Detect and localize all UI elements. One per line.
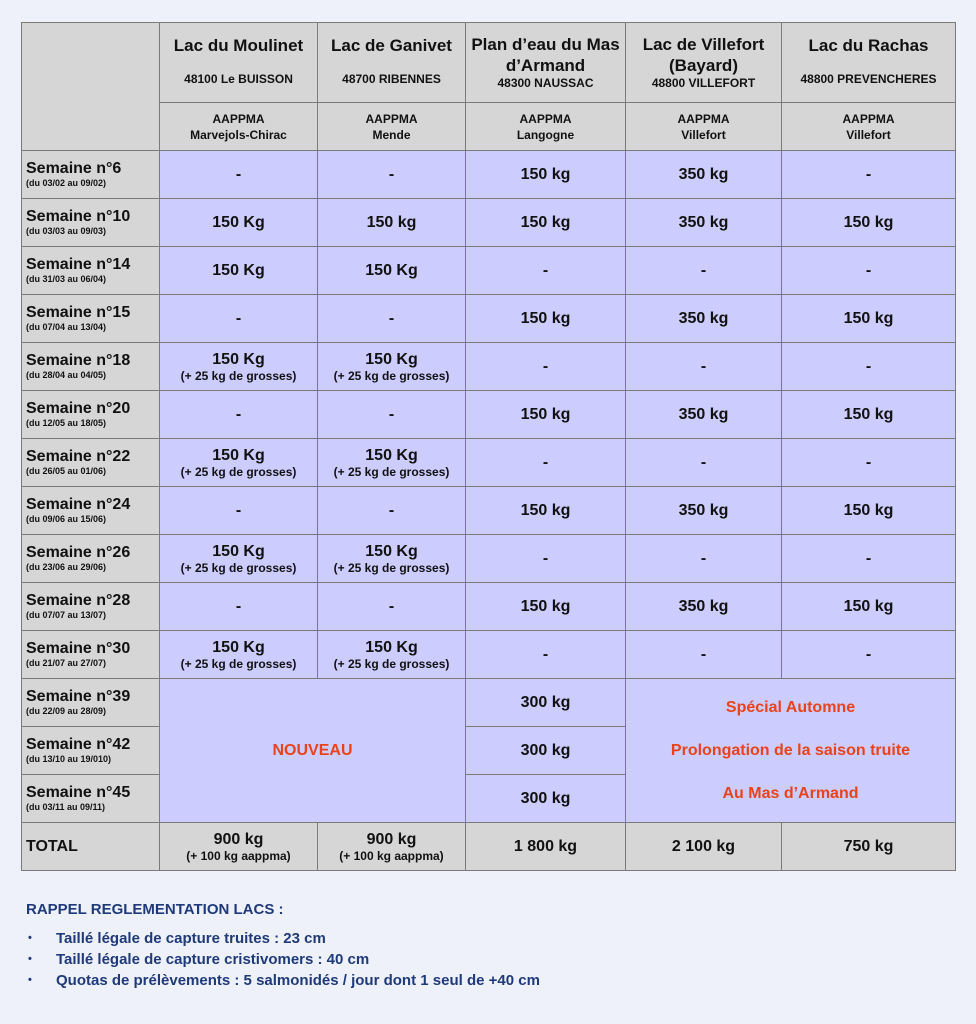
- aappma-cell: [626, 103, 782, 151]
- value: 150 Kg: [212, 350, 265, 368]
- week-dates: (du 09/06 au 15/06): [26, 514, 107, 524]
- value: -: [700, 261, 707, 279]
- value: -: [235, 165, 242, 183]
- value-cell: [160, 343, 318, 391]
- value-cell: [318, 535, 466, 583]
- value-cell: [782, 247, 956, 295]
- value: 150 kg: [843, 309, 894, 327]
- value-cell: [782, 439, 956, 487]
- regulation-item: [26, 970, 540, 991]
- value: 300 kg: [520, 693, 571, 711]
- value-cell: [160, 295, 318, 343]
- value: 150 kg: [843, 597, 894, 615]
- week-label: Semaine n°15: [26, 304, 131, 321]
- lake-header-mas-armand: [466, 23, 626, 103]
- week-row: [22, 583, 956, 631]
- week-label: Semaine n°45: [26, 784, 131, 801]
- aappma-cell: [466, 103, 626, 151]
- value-cell: [466, 631, 626, 679]
- value-cell: [160, 247, 318, 295]
- value-cell: [626, 391, 782, 439]
- week-label: Semaine n°26: [26, 544, 131, 561]
- total-cell: [466, 823, 626, 871]
- value: -: [865, 261, 872, 279]
- value: -: [700, 549, 707, 567]
- value-cell: [466, 199, 626, 247]
- value: -: [865, 549, 872, 567]
- value: -: [388, 501, 395, 519]
- week-row: [22, 151, 956, 199]
- value: -: [700, 645, 707, 663]
- week-dates: (du 03/03 au 09/03): [26, 226, 107, 236]
- value: -: [542, 261, 549, 279]
- week-row: [22, 199, 956, 247]
- value: 150 Kg: [365, 542, 418, 560]
- value: 300 kg: [520, 789, 571, 807]
- lake-name: Lac du Moulinet: [173, 36, 304, 55]
- week-label-cell: [22, 727, 160, 775]
- regulation-text: Quotas de prélèvements : 5 salmonidés / jour dont 1 seul de +40 cm: [56, 972, 540, 989]
- bullet-icon: •: [28, 974, 32, 986]
- week-dates: (du 07/04 au 13/04): [26, 322, 107, 332]
- special-line: Prolongation de la saison truite: [670, 742, 911, 759]
- week-label: Semaine n°28: [26, 592, 131, 609]
- value-cell: [626, 583, 782, 631]
- lake-header-ganivet: [318, 23, 466, 103]
- aappma-cell: [782, 103, 956, 151]
- value: 150 Kg: [212, 261, 265, 279]
- lake-address: 48800 VILLEFORT: [651, 76, 756, 90]
- value: 150 Kg: [365, 446, 418, 464]
- week-label: Semaine n°22: [26, 448, 131, 465]
- value: 350 kg: [678, 597, 729, 615]
- week-label-cell: [22, 679, 160, 727]
- week-dates: (du 07/07 au 13/07): [26, 610, 107, 620]
- week-label: Semaine n°20: [26, 400, 131, 417]
- value: 150 kg: [843, 405, 894, 423]
- week-dates: (du 26/05 au 01/06): [26, 466, 107, 476]
- week-row: [22, 391, 956, 439]
- value: -: [235, 597, 242, 615]
- value-cell: [318, 199, 466, 247]
- value: 150 kg: [520, 405, 571, 423]
- value-cell: [466, 583, 626, 631]
- value-cell: [782, 391, 956, 439]
- aappma-label: AAPPMA: [519, 111, 572, 126]
- value-cell: [466, 439, 626, 487]
- value: 150 kg: [366, 213, 417, 231]
- aappma-name: Villefort: [681, 127, 726, 142]
- value: 350 kg: [678, 213, 729, 231]
- value-cell: [466, 247, 626, 295]
- value-cell: [466, 151, 626, 199]
- aappma-label: AAPPMA: [677, 111, 730, 126]
- value-sub: (+ 25 kg de grosses): [180, 464, 297, 479]
- week-label: Semaine n°30: [26, 640, 131, 657]
- total-value: 1 800 kg: [513, 837, 578, 855]
- value: 150 Kg: [365, 350, 418, 368]
- value-cell: [318, 631, 466, 679]
- value: 350 kg: [678, 405, 729, 423]
- aappma-label: AAPPMA: [365, 111, 418, 126]
- special-line: Spécial Automne: [725, 699, 856, 716]
- lake-address: 48700 RIBENNES: [342, 72, 441, 86]
- total-value: 900 kg: [366, 830, 417, 848]
- regulation-text: Taillé légale de capture truites : 23 cm: [56, 930, 326, 947]
- value: 350 kg: [678, 501, 729, 519]
- total-sub: (+ 100 kg aappma): [186, 848, 291, 863]
- value-sub: (+ 25 kg de grosses): [333, 560, 450, 575]
- value-cell: [626, 439, 782, 487]
- regulation-list: [26, 928, 540, 991]
- week-label: Semaine n°6: [26, 160, 122, 177]
- value: -: [388, 165, 395, 183]
- value-cell: [466, 343, 626, 391]
- value: -: [388, 309, 395, 327]
- value: 150 Kg: [212, 213, 265, 231]
- total-row: [22, 823, 956, 871]
- aappma-cell: [318, 103, 466, 151]
- value-cell: [466, 775, 626, 823]
- corner-cell: [22, 23, 160, 151]
- week-dates: (du 13/10 au 19/010): [26, 754, 112, 764]
- value-cell: [466, 295, 626, 343]
- value-cell: [782, 583, 956, 631]
- total-value: 2 100 kg: [671, 837, 736, 855]
- value-cell: [782, 631, 956, 679]
- value: 150 kg: [520, 309, 571, 327]
- regulation-reminder: [26, 900, 540, 991]
- value-cell: [782, 151, 956, 199]
- value: -: [865, 357, 872, 375]
- value: 150 kg: [520, 213, 571, 231]
- week-dates: (du 31/03 au 06/04): [26, 274, 107, 284]
- value-cell: [626, 247, 782, 295]
- lake-name: Plan d’eau du Mas d’Armand: [471, 35, 620, 75]
- value: 150 Kg: [365, 261, 418, 279]
- value-cell: [782, 535, 956, 583]
- value: 300 kg: [520, 741, 571, 759]
- special-line: Au Mas d’Armand: [722, 785, 859, 802]
- value-sub: (+ 25 kg de grosses): [333, 656, 450, 671]
- aappma-name: Mende: [372, 127, 411, 142]
- value: 350 kg: [678, 309, 729, 327]
- value: -: [235, 309, 242, 327]
- value: 150 kg: [843, 213, 894, 231]
- value-sub: (+ 25 kg de grosses): [333, 464, 450, 479]
- bullet-icon: •: [28, 953, 32, 965]
- value-cell: [466, 391, 626, 439]
- week-dates: (du 03/11 au 09/11): [26, 802, 106, 812]
- value-cell: [466, 535, 626, 583]
- week-label-cell: [22, 775, 160, 823]
- week-label: Semaine n°42: [26, 736, 131, 753]
- value-cell: [626, 343, 782, 391]
- value-cell: [626, 631, 782, 679]
- lake-address: 48100 Le BUISSON: [184, 72, 293, 86]
- week-row: [22, 439, 956, 487]
- value-cell: [466, 487, 626, 535]
- regulation-item: [26, 928, 540, 949]
- value-cell: [318, 343, 466, 391]
- value: 150 Kg: [365, 638, 418, 656]
- value-cell: [626, 535, 782, 583]
- value-cell: [160, 151, 318, 199]
- value: -: [235, 501, 242, 519]
- total-cell: [626, 823, 782, 871]
- bullet-icon: •: [28, 932, 32, 944]
- nouveau-label: NOUVEAU: [272, 741, 353, 759]
- value-cell: [318, 439, 466, 487]
- week-dates: (du 23/06 au 29/06): [26, 562, 107, 572]
- week-label-cell: [22, 343, 160, 391]
- value-cell: [160, 439, 318, 487]
- value-cell: [626, 487, 782, 535]
- week-label-cell: [22, 151, 160, 199]
- lake-header-moulinet: [160, 23, 318, 103]
- value-cell: [160, 583, 318, 631]
- value: -: [865, 165, 872, 183]
- lake-name: Lac de Villefort (Bayard): [642, 35, 765, 75]
- total-value: 750 kg: [843, 837, 894, 855]
- week-dates: (du 12/05 au 18/05): [26, 418, 107, 428]
- week-label-cell: [22, 199, 160, 247]
- value: -: [542, 549, 549, 567]
- value: 150 kg: [520, 165, 571, 183]
- value-cell: [782, 343, 956, 391]
- week-label-cell: [22, 583, 160, 631]
- regulation-text: Taillé légale de capture cristivomers : 40 cm: [56, 951, 370, 968]
- lake-address: 48800 PREVENCHERES: [800, 72, 937, 86]
- week-label-cell: [22, 295, 160, 343]
- aappma-header-row: [22, 103, 956, 151]
- week-rows: [22, 151, 956, 679]
- lake-header-rachas: [782, 23, 956, 103]
- value-cell: [466, 727, 626, 775]
- value-cell: [318, 151, 466, 199]
- aappma-label: AAPPMA: [212, 111, 265, 126]
- lake-address: 48300 NAUSSAC: [497, 76, 594, 90]
- nouveau-cell: [160, 679, 466, 823]
- value: -: [700, 357, 707, 375]
- value: -: [542, 645, 549, 663]
- value-sub: (+ 25 kg de grosses): [333, 368, 450, 383]
- aappma-label: AAPPMA: [842, 111, 895, 126]
- lake-name: Lac de Ganivet: [331, 36, 452, 55]
- total-sub: (+ 100 kg aappma): [339, 848, 444, 863]
- week-label-cell: [22, 247, 160, 295]
- value-cell: [318, 487, 466, 535]
- value: 150 kg: [520, 597, 571, 615]
- value: 150 kg: [843, 501, 894, 519]
- week-dates: (du 21/07 au 27/07): [26, 658, 107, 668]
- week-label: Semaine n°24: [26, 496, 131, 513]
- lake-name: Lac du Rachas: [808, 36, 929, 55]
- value: 150 Kg: [212, 638, 265, 656]
- value: -: [865, 645, 872, 663]
- value-cell: [466, 679, 626, 727]
- value: 150 Kg: [212, 446, 265, 464]
- week-row: [22, 343, 956, 391]
- value-cell: [318, 295, 466, 343]
- value-cell: [318, 391, 466, 439]
- value: -: [865, 453, 872, 471]
- regulation-title: RAPPEL REGLEMENTATION LACS :: [26, 901, 284, 918]
- value-cell: [318, 247, 466, 295]
- value-cell: [160, 391, 318, 439]
- week-row: [22, 295, 956, 343]
- week-dates: (du 03/02 au 09/02): [26, 178, 107, 188]
- week-label: Semaine n°18: [26, 352, 131, 369]
- autumn-row: [22, 679, 956, 727]
- week-row: [22, 247, 956, 295]
- stocking-table: [21, 22, 956, 871]
- value-cell: [160, 199, 318, 247]
- week-label: Semaine n°14: [26, 256, 131, 273]
- value-cell: [782, 199, 956, 247]
- value: 350 kg: [678, 165, 729, 183]
- lake-header-row: [22, 23, 956, 103]
- total-cell: [318, 823, 466, 871]
- aappma-name: Villefort: [846, 127, 891, 142]
- value-sub: (+ 25 kg de grosses): [180, 368, 297, 383]
- aappma-name: Langogne: [516, 127, 575, 142]
- value: 150 Kg: [212, 542, 265, 560]
- value-cell: [782, 295, 956, 343]
- value: 150 kg: [520, 501, 571, 519]
- value: -: [235, 405, 242, 423]
- value-sub: (+ 25 kg de grosses): [180, 560, 297, 575]
- value-cell: [318, 583, 466, 631]
- lake-header-villefort: [626, 23, 782, 103]
- total-value: 900 kg: [213, 830, 264, 848]
- week-label-cell: [22, 487, 160, 535]
- aappma-name: Marvejols-Chirac: [190, 127, 287, 142]
- value-cell: [782, 487, 956, 535]
- value: -: [700, 453, 707, 471]
- value-cell: [160, 535, 318, 583]
- value-cell: [626, 295, 782, 343]
- value-cell: [626, 151, 782, 199]
- week-dates: (du 28/04 au 04/05): [26, 370, 107, 380]
- total-cell: [160, 823, 318, 871]
- value-cell: [160, 487, 318, 535]
- value: -: [388, 405, 395, 423]
- value-cell: [626, 199, 782, 247]
- week-label-cell: [22, 439, 160, 487]
- week-dates: (du 22/09 au 28/09): [26, 706, 107, 716]
- week-label-cell: [22, 391, 160, 439]
- special-autumn-cell: [626, 679, 956, 823]
- total-cell: [782, 823, 956, 871]
- week-row: [22, 535, 956, 583]
- week-row: [22, 487, 956, 535]
- value-sub: (+ 25 kg de grosses): [180, 656, 297, 671]
- week-label: Semaine n°39: [26, 688, 131, 705]
- value-cell: [160, 631, 318, 679]
- value: -: [388, 597, 395, 615]
- total-label: TOTAL: [22, 823, 160, 871]
- aappma-cell: [160, 103, 318, 151]
- regulation-item: [26, 949, 540, 970]
- week-row: [22, 631, 956, 679]
- value: -: [542, 357, 549, 375]
- week-label-cell: [22, 535, 160, 583]
- week-label-cell: [22, 631, 160, 679]
- value: -: [542, 453, 549, 471]
- week-label: Semaine n°10: [26, 208, 131, 225]
